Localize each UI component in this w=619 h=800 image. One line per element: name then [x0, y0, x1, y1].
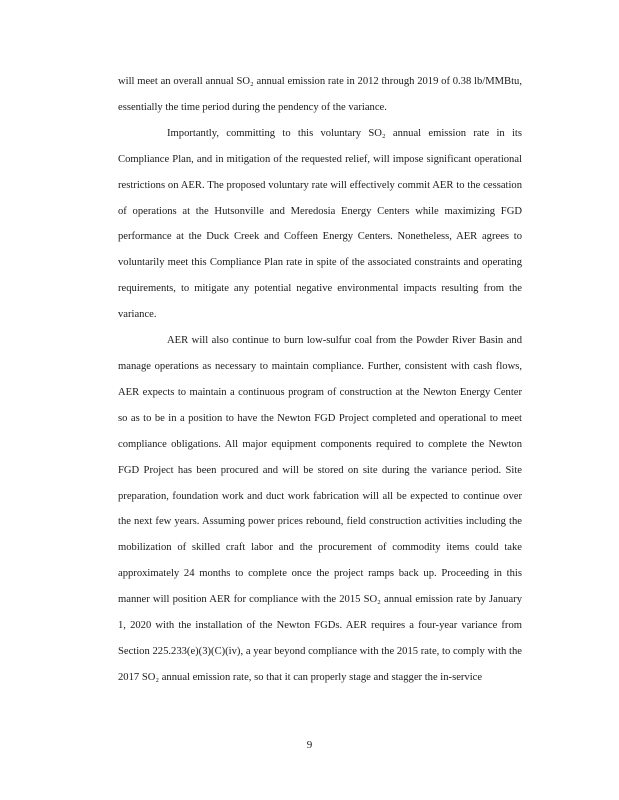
paragraph-low-sulfur-coal: AER will also continue to burn low-sulfur coal from the Powder River Basin and manage operations as necessary to maintain compliance. Further, consistent with cash flows, AER expects to maintain a continuous program of construction at the Newton Energy Center so as to be in a position to have the Newton FGD Project completed and operational to meet compliance obligations. All major equipment components required to complete the Newton FGD Project has been procured and will be stored on site during the variance period. Site preparation, foundation work and duct work fabrication will all be expected to continue over the next few years. Assuming power prices rebound, field construction activities including the mobilization of skilled craft labor and the procurement of commodity items could take approximately 24 months to complete once the project ramps back up. Proceeding in this manner will position AER for compliance with the 2015 SO₂ annual emission rate by January 1, 2020 with the installation of the Newton FGDs. AER requires a four-year variance from Section 225.233(e)(3)(C)(iv), a year beyond compliance with the 2015 rate, to comply with the 2017 SO₂ annual emission rate, so that it can properly stage and stagger the in-service — [118, 335, 522, 683]
paragraph-continuation: will meet an overall annual SO₂ annual emission rate in 2012 through 2019 of 0.38 lb/MMBtu, essentially the time period during the pendency of the variance. — [118, 76, 522, 113]
page-number: 9 — [306, 739, 313, 751]
body-text — [118, 69, 522, 691]
paragraph-importantly: Importantly, committing to this voluntary SO₂ annual emission rate in its Compliance Plan, and in mitigation of the requested relief, will impose significant operational restrictions on AER. The proposed voluntary rate will effectively commit AER to the cessation of operations at the Hutsonville and Meredosia Energy Centers while maximizing FGD performance at the Duck Creek and Coffeen Energy Centers. Nonetheless, AER agrees to voluntarily meet this Compliance Plan rate in spite of the associated constraints and operating requirements, to mitigate any potential negative environmental impacts resulting from the variance. — [118, 127, 522, 321]
